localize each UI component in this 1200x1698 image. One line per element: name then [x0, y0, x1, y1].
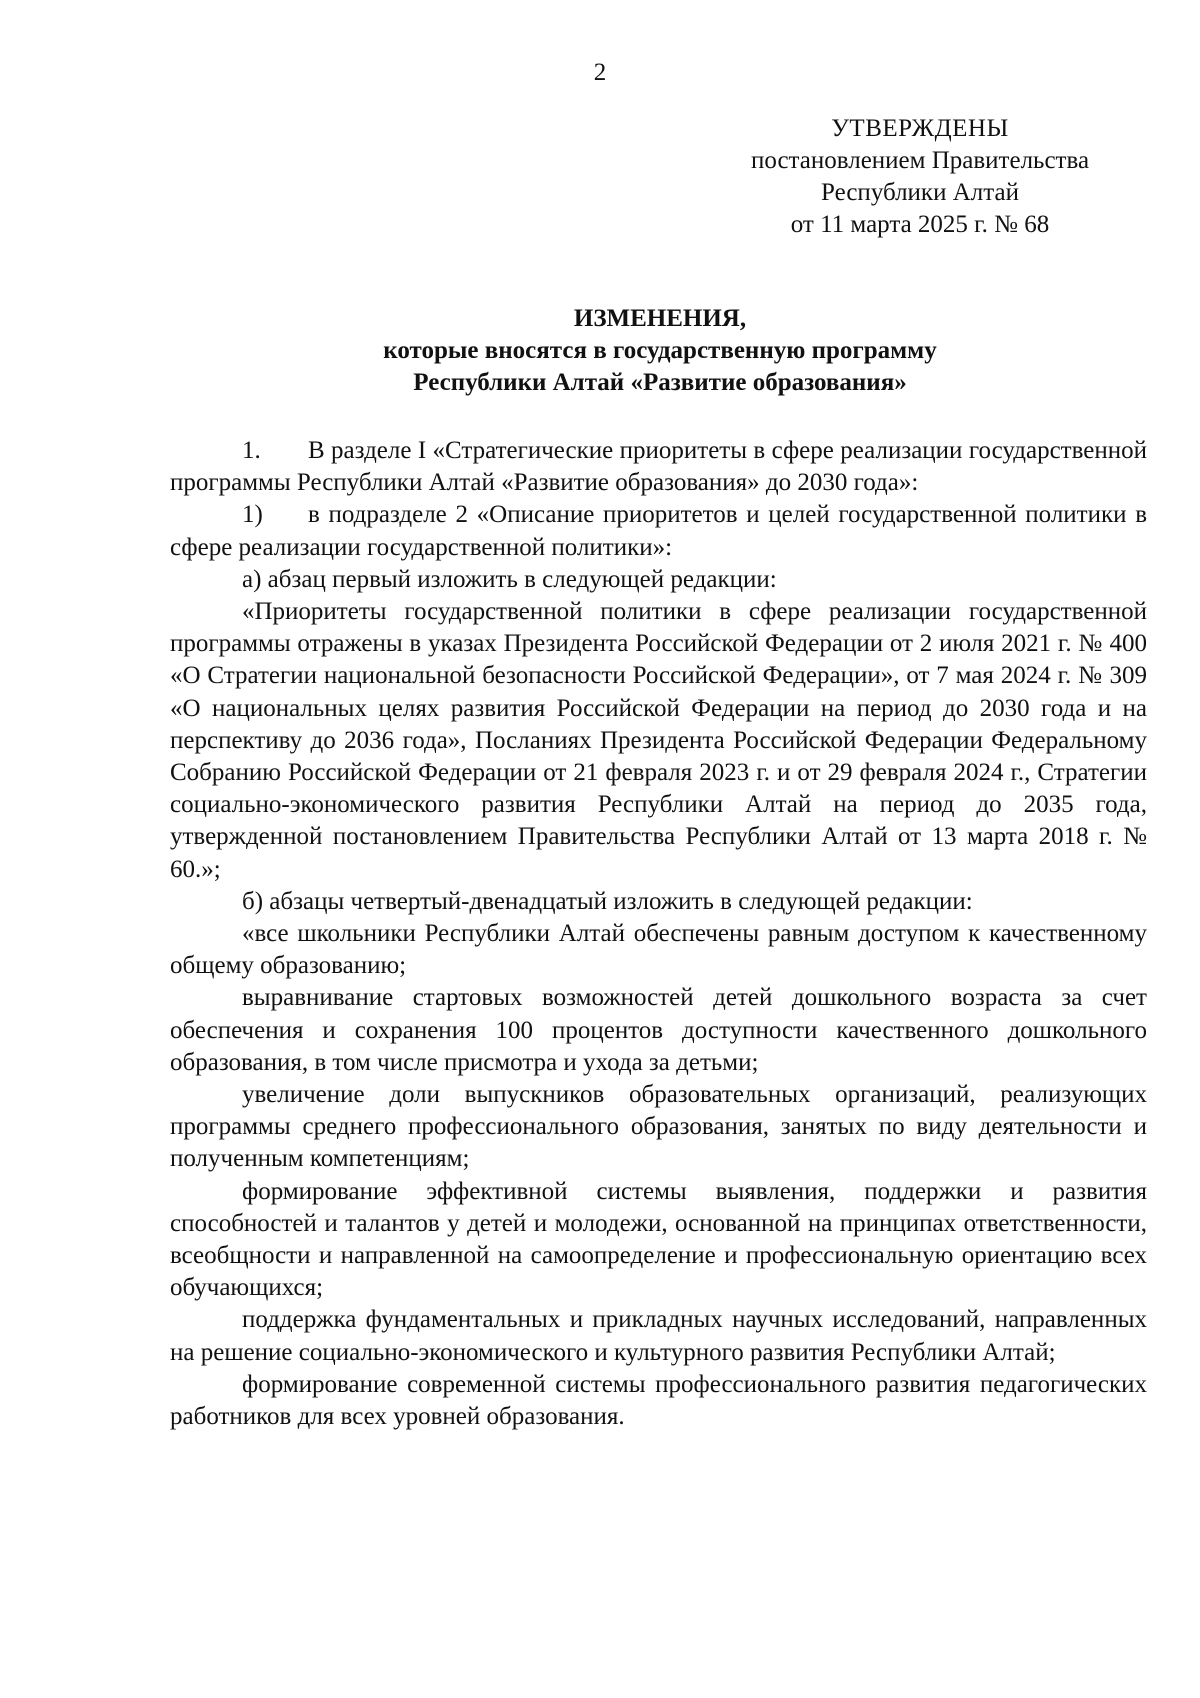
- paragraph-text: в подразделе 2 «Описание приоритетов и целей государственной политики в сфере реализации государственной политики»:: [170, 501, 1147, 561]
- page-number: 2: [593, 59, 607, 86]
- paragraph-7: выравнивание стартовых возможностей детей дошкольного возраста за счет обеспечения и сохранения 100 процентов доступности качественного дошкольного образования, в том числе присмотра и ухода за детьми;: [170, 984, 1147, 1076]
- approval-stamp-block: [740, 113, 1100, 241]
- paragraph-9: формирование эффективной системы выявления, поддержки и развития способностей и талантов у детей и молодежи, основанной на принципах ответственности, всеобщности и направленной на самоопределение и профессиональную ориентацию всех обучающихся;: [170, 1177, 1147, 1302]
- approval-heading: УТВЕРЖДЕНЫ: [831, 115, 1009, 142]
- document-title: [170, 303, 1150, 399]
- paragraph-8: увеличение доли выпускников образовательных организаций, реализующих программы среднего профессионального образования, занятых по виду деятельности и полученным компетенциям;: [170, 1081, 1147, 1173]
- paragraph-2: [170, 499, 1147, 563]
- paragraph-marker: 1.: [242, 437, 261, 464]
- paragraph-5: б) абзацы четвертый-двенадцатый изложить в следующей редакции:: [242, 887, 973, 915]
- paragraph-4: «Приоритеты государственной политики в сфере реализации государственной программы отражены в указах Президента Российской Федерации от 2 июля 2021 г. № 400 «О Стратегии национальной безопасности Российской Федерации», от 7 мая 2024 г. № 309 «О национальных целях развития Российской Федерации на период до 2030 года и на перспективу до 2036 года», Посланиях Президента Российской Федерации Федеральному Собранию Российской Федерации от 21 февраля 2023 г. и от 29 февраля 2024 г., Стратегии социально-экономического развития Республики Алтай на период до 2035 года, утвержденной постановлением Правительства Республики Алтай от 13 марта 2018 г. № 60.»;: [170, 598, 1147, 883]
- paragraph-text: В разделе I «Стратегические приоритеты в сфере реализации государственной программы Республики Алтай «Развитие образования» до 2030 года»:: [170, 437, 1147, 497]
- paragraph-1: [170, 435, 1147, 499]
- title-line-2: которые вносятся в государственную программу: [383, 337, 937, 364]
- paragraph-3: а) абзац первый изложить в следующей редакции:: [242, 565, 777, 593]
- paragraph-6: «все школьники Республики Алтай обеспечены равным доступом к качественному общему образованию;: [170, 920, 1147, 980]
- paragraph-11: формирование современной системы профессионального развития педагогических работников для всех уровней образования.: [170, 1370, 1147, 1431]
- document-body: [170, 435, 1147, 1433]
- approval-line-decree: постановлением Правительства: [750, 147, 1090, 174]
- paragraph-marker: 1): [242, 501, 263, 529]
- title-line-3: Республики Алтай «Развитие образования»: [413, 369, 907, 396]
- title-line-1: ИЗМЕНЕНИЯ,: [573, 305, 747, 332]
- approval-line-republic: Республики Алтай: [821, 179, 1019, 206]
- paragraph-10: поддержка фундаментальных и прикладных научных исследований, направленных на решение социально-экономического и культурного развития Республики Алтай;: [170, 1306, 1147, 1366]
- approval-line-date: от 11 марта 2025 г. № 68: [790, 211, 1050, 238]
